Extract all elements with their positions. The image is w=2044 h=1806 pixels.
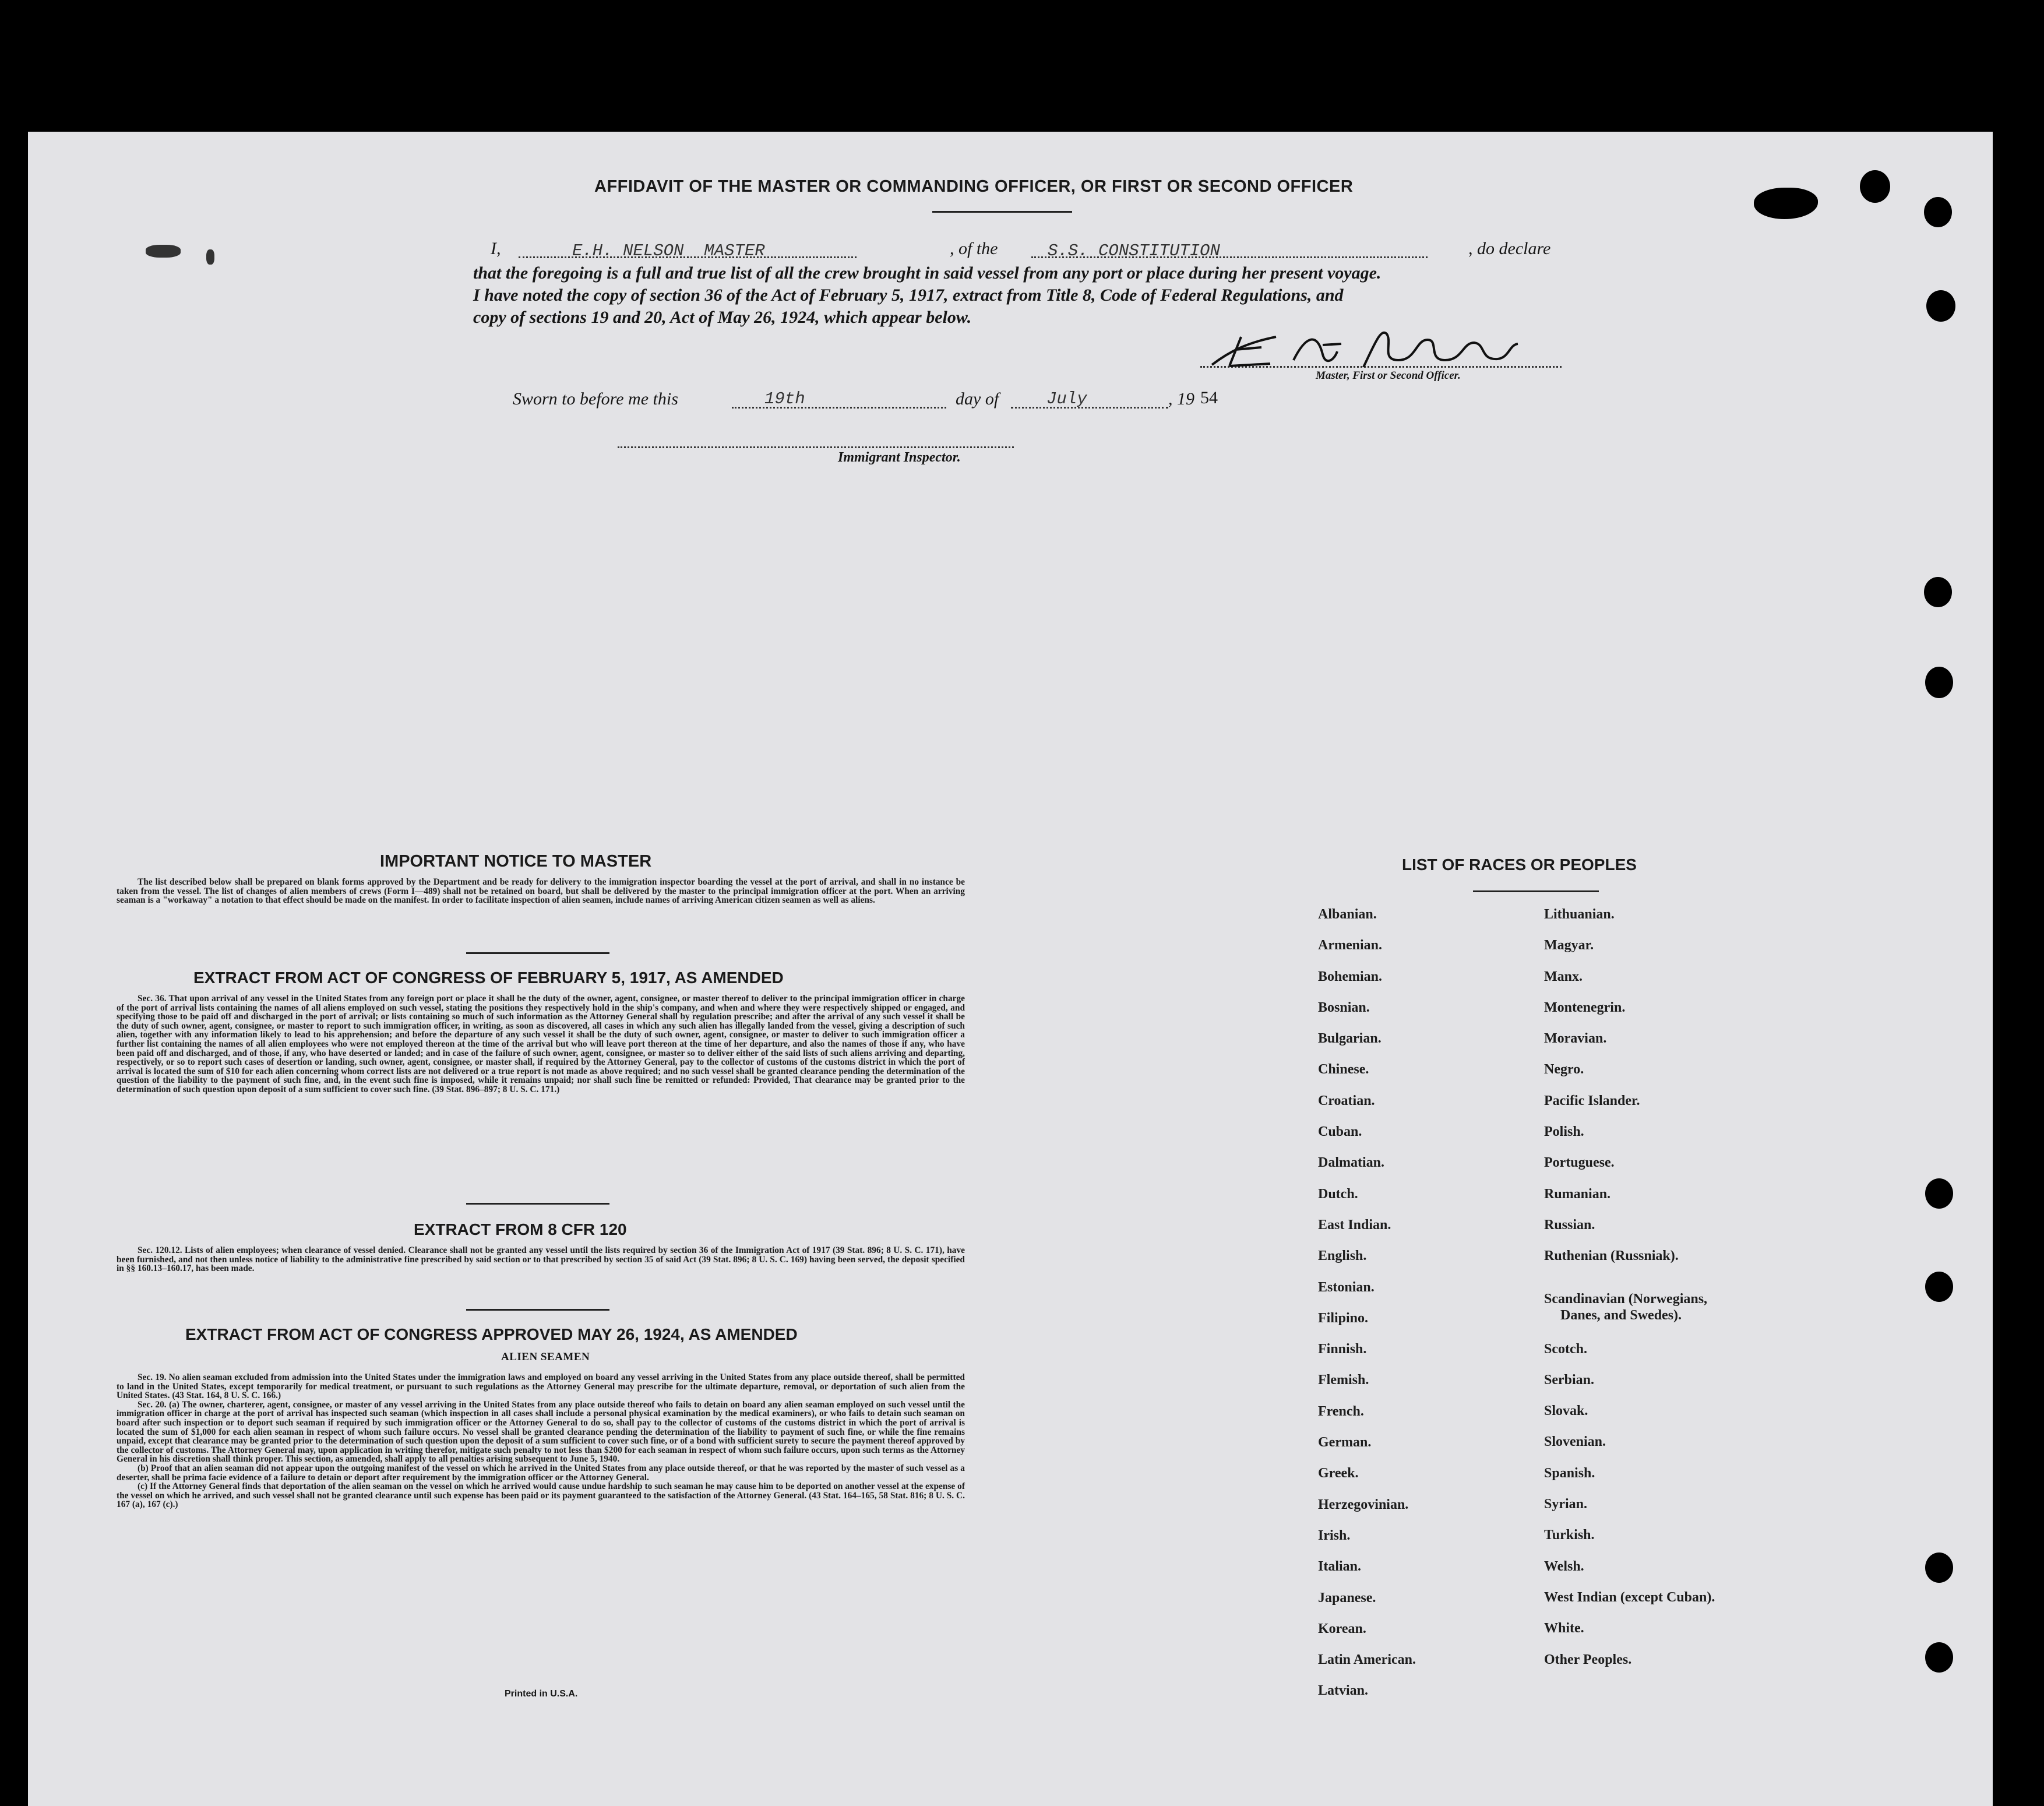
- race-item: German.: [1318, 1435, 1372, 1451]
- race-item: Cuban.: [1318, 1124, 1362, 1140]
- notice-body: [117, 878, 965, 905]
- races-left-column: [1318, 907, 1504, 1715]
- extract-1917-title: EXTRACT FROM ACT OF CONGRESS OF FEBRUARY 5, 1917, AS AMENDED: [193, 969, 784, 987]
- punch-hole: [1925, 1642, 1953, 1673]
- extract-cfr-title: EXTRACT FROM 8 CFR 120: [414, 1220, 627, 1238]
- race-item: French.: [1318, 1403, 1364, 1419]
- race-item: Magyar.: [1544, 938, 1594, 953]
- punch-hole: [1925, 667, 1953, 698]
- race-item: Ruthenian (Russniak).: [1544, 1248, 1679, 1264]
- declaration-prefix: I,: [491, 239, 501, 258]
- race-item: Spanish.: [1544, 1465, 1595, 1481]
- race-item: Turkish.: [1544, 1527, 1595, 1543]
- race-item: Herzegovinian.: [1318, 1497, 1409, 1512]
- race-item: Other Peoples.: [1544, 1652, 1632, 1667]
- punch-hole: [1925, 1552, 1953, 1583]
- race-item: Dutch.: [1318, 1186, 1358, 1202]
- race-item: Armenian.: [1318, 938, 1382, 953]
- printed-in-usa: Printed in U.S.A.: [505, 1689, 578, 1699]
- race-item: Serbian.: [1544, 1372, 1595, 1388]
- sworn-year: 54: [1200, 388, 1218, 407]
- race-item: Manx.: [1544, 969, 1583, 984]
- master-name: E.H. NELSON MASTER: [572, 241, 765, 260]
- ink-smudge: [146, 245, 181, 258]
- race-item: Montenegrin.: [1544, 999, 1626, 1015]
- race-item: Scandinavian (Norwegians,: [1544, 1291, 1708, 1307]
- declaration-line-2: that the foregoing is a full and true list of all the crew brought in said vessel from any port or place during her present voyage.: [473, 263, 1382, 283]
- punch-hole: [1924, 197, 1952, 227]
- section-36-text: Sec. 36. That upon arrival of any vessel in the United States from any foreign port or place it shall be the duty of the owner, agent, consignee, or master thereof to deliver to the principal immigration officer in charge of the port of arrival lists containing the names of all aliens employed on such vessel, stating the positions they respectively hold in the ship's company, and when and where they were respectively shipped or engaged, and specifying those to be paid off and discharged in the port of arrival; or lists containing so much of such information as the Attorney General shall by regulation prescribe; and after the arrival of any such vessel it shall be the duty of such owner, agent, consignee, or master to report to such immigration officer, in writing, as soon as discovered, all cases in which any such alien has illegally landed from the vessel, giving a description of such alien, together with any information likely to lead to his apprehension; and before the departure of any such vessel it shall be the duty of such owner, agent, consignee, or master to deliver to such immigration officer a further list containing the names of all alien employees who were not employed thereon at the time of the arrival but who will leave port thereon at the time of her departure, and also the names of those if any, who have been paid off and discharged, and of those, if any, who have deserted or landed; and in case of the failure of such owner, agent, consignee, or master so to deliver either of the said lists of such aliens arriving and departing, respectively, or so to report such cases of desertion or landing, such owner, agent, consignee, or master shall, if required by the Attorney General, pay to the collector of customs of the customs district in which the port of arrival is located the sum of $10 for each alien concerning whom correct lists are not delivered or a true report is not made as above required; and no such vessel shall be granted clearance pending the determination of the question of the liability to the payment of such fine, and, in the event such fine is imposed, while it remains unpaid; nor shall such fine be remitted or refunded: Provided, That clearance may be granted prior to the determination of such question upon deposit of a sum sufficient to cover such fine. (39 Stat. 896–897; 8 U. S. C. 171.): [117, 994, 965, 1094]
- race-item: Moravian.: [1544, 1031, 1607, 1047]
- race-item: East Indian.: [1318, 1217, 1391, 1233]
- sworn-month: July: [1046, 389, 1087, 409]
- affidavit-title: AFFIDAVIT OF THE MASTER OR COMMANDING OFFICER, OR FIRST OR SECOND OFFICER: [594, 177, 1354, 196]
- title-underline: [932, 211, 1072, 213]
- punch-hole: [1925, 1272, 1953, 1302]
- race-item: Polish.: [1544, 1124, 1584, 1140]
- race-item: Welsh.: [1544, 1558, 1584, 1574]
- race-item: Russian.: [1544, 1217, 1595, 1233]
- sec-19-text: Sec. 19. No alien seaman excluded from admission into the United States under the immigration laws and employed on board any vessel arriving in the United States from any place outside thereof, shall be permitted to land in the United States, except temporarily for medical treatment, or pursuant to such regulations as the Attorney General may prescribe for the ultimate departure, removal, or deportation of such alien from the United States. (43 Stat. 164, 8 U. S. C. 166.): [117, 1372, 965, 1401]
- race-item: Scotch.: [1544, 1341, 1587, 1357]
- race-item: Filipino.: [1318, 1310, 1369, 1326]
- sec-20a-text: Sec. 20. (a) The owner, charterer, agent, consignee, or master of any vessel arriving in the United States from any place outside thereof who fails to detain on board any alien seaman employed on such vessel until the immigration officer in charge at the port of arrival has inspected such seaman (which inspection in all cases shall include a personal physical examination by the medical examiners), or who fails to detain such seaman on board after such inspection or to deport such seaman if required by such immigration officer or the Attorney General to do so, shall pay to the collector of customs of the customs district in which the port of arrival is located the sum of $1,000 for each alien seaman in respect of whom such failure occurs. No vessel shall be granted clearance pending the determination of the liability to payment of such fine, or while the fine remains unpaid, except that clearance may be granted prior to the determination of such question upon the deposit of a sum sufficient to cover such fine, or of a bond with sufficient surety to secure the payment thereof approved by the collector of customs. The Attorney General may, upon application in writing therefor, mitigate such penalty to not less than $200 for each seaman in respect of whom such failure occurs, upon such terms as the Attorney General in his discretion shall think proper. This section, as amended, shall apply to all penalties arising subsequent to June 5, 1940.: [117, 1399, 965, 1464]
- master-signature: [1206, 319, 1521, 372]
- year-prefix: , 19: [1168, 389, 1194, 409]
- races-title-underline: [1473, 890, 1599, 892]
- race-item: West Indian (except Cuban).: [1544, 1589, 1715, 1605]
- race-item: Slovenian.: [1544, 1434, 1606, 1450]
- ink-smudge: [206, 249, 214, 265]
- race-item: Dalmatian.: [1318, 1155, 1384, 1171]
- race-item: Japanese.: [1318, 1590, 1376, 1606]
- races-title: LIST OF RACES OR PEOPLES: [1402, 856, 1637, 874]
- declare-text: , do declare: [1468, 239, 1551, 258]
- notice-title: IMPORTANT NOTICE TO MASTER: [380, 852, 652, 871]
- declaration-line-3: I have noted the copy of section 36 of the Act of February 5, 1917, extract from Title 8, Code of Federal Regulations, and: [473, 286, 1344, 305]
- punch-hole: [1860, 170, 1890, 203]
- race-item: Slovak.: [1544, 1403, 1588, 1419]
- section-divider: [466, 1203, 609, 1205]
- sec-20b-text: (b) Proof that an alien seaman did not appear upon the outgoing manifest of the vessel on which he arrived in the United States from any place outside thereof, or that he was reported by the master of such vessel as a deserter, shall be prima facie evidence of a failure to detain or deport after requirement by the immigration officer or the Attorney General.: [117, 1463, 965, 1483]
- alien-seamen-subtitle: ALIEN SEAMEN: [501, 1351, 590, 1363]
- punch-hole: [1924, 577, 1952, 607]
- of-the-text: , of the: [950, 239, 998, 258]
- notice-paragraph: The list described below shall be prepared on blank forms approved by the Department and be ready for delivery to the immigration inspector boarding the vessel at the port of arrival, and shall in no instance be taken from the vessel. The list of changes of alien members of crews (Form I—489) shall not be retained on board, but shall be delivered by the master to the principal immigration officer at the port. When an arriving seaman is a "workaway" a notation to that effect should be made on the manifest. In order to facilitate inspection of alien seamen, include names of arriving American citizen seamen as well as aliens.: [117, 877, 965, 906]
- sworn-line: [513, 389, 1328, 414]
- race-item: Estonian.: [1318, 1279, 1375, 1295]
- race-item: Portuguese.: [1544, 1155, 1615, 1171]
- sec-120-12-text: Sec. 120.12. Lists of alien employees; when clearance of vessel denied. Clearance shall not be granted any vessel until the lists required by section 36 of the Immigration Act of 1917 (39 Stat. 896; 8 U. S. C. 171), have been furnished, and not then unless notice of liability to the administrative fine prescribed by said section or to that prescribed by section 35 of said Act (39 Stat. 896; 8 U. S. C. 169) having been served, the deposit specified in §§ 160.13–160.17, has been made.: [117, 1245, 965, 1274]
- sworn-day: 19th: [764, 389, 805, 409]
- race-item: White.: [1544, 1621, 1584, 1636]
- punch-hole: [1925, 1178, 1953, 1209]
- extract-1924-body: [117, 1373, 965, 1509]
- extract-1924-title: EXTRACT FROM ACT OF CONGRESS APPROVED MAY 26, 1924, AS AMENDED: [185, 1325, 798, 1343]
- race-item: Irish.: [1318, 1527, 1351, 1543]
- race-item: Danes, and Swedes).: [1560, 1307, 1682, 1323]
- extract-cfr-body: [117, 1246, 965, 1273]
- race-item: Syrian.: [1544, 1497, 1588, 1512]
- race-item: Bosnian.: [1318, 999, 1370, 1015]
- race-item: Latvian.: [1318, 1683, 1369, 1699]
- inspector-signature-line: [618, 446, 1014, 448]
- section-divider: [466, 952, 609, 954]
- month-field-line: [1011, 407, 1168, 409]
- race-item: Bohemian.: [1318, 969, 1383, 984]
- race-item: Lithuanian.: [1544, 907, 1615, 922]
- race-item: Bulgarian.: [1318, 1031, 1382, 1047]
- day-of-text: day of: [956, 389, 999, 409]
- races-right-column: [1544, 907, 1847, 1683]
- race-item: Italian.: [1318, 1559, 1362, 1575]
- inspector-caption: Immigrant Inspector.: [838, 450, 961, 465]
- race-item: Latin American.: [1318, 1652, 1416, 1668]
- race-item: Finnish.: [1318, 1342, 1367, 1357]
- race-item: Negro.: [1544, 1062, 1584, 1078]
- race-item: Korean.: [1318, 1621, 1366, 1636]
- race-item: Croatian.: [1318, 1093, 1375, 1108]
- race-item: Chinese.: [1318, 1062, 1369, 1078]
- vessel-name: S.S. CONSTITUTION: [1048, 241, 1220, 260]
- signature-caption: Master, First or Second Officer.: [1316, 369, 1461, 382]
- race-item: Flemish.: [1318, 1372, 1369, 1388]
- race-item: Pacific Islander.: [1544, 1093, 1640, 1108]
- declaration-line-4: copy of sections 19 and 20, Act of May 26, 1924, which appear below.: [473, 308, 972, 327]
- extract-1917-body: [117, 994, 965, 1094]
- section-divider: [466, 1309, 609, 1311]
- race-item: Greek.: [1318, 1466, 1359, 1481]
- race-item: Rumanian.: [1544, 1186, 1611, 1202]
- sec-20c-text: (c) If the Attorney General finds that deportation of the alien seaman on the vessel on which he arrived would cause undue hardship to such seaman he may cause him to be deported on another vessel at the expense of the vessel on which he arrived, and such vessel shall not be granted clearance until such expense has been paid or its payment guaranteed to the satisfaction of the Attorney General. (43 Stat. 164–165, 58 Stat. 816; 8 U. S. C. 167 (a), 167 (c).): [117, 1481, 965, 1510]
- race-item: Albanian.: [1318, 907, 1377, 922]
- sworn-prefix: Sworn to before me this: [513, 389, 678, 409]
- race-item: English.: [1318, 1248, 1367, 1264]
- punch-hole: [1926, 290, 1955, 322]
- declaration-line-1: [484, 239, 1564, 262]
